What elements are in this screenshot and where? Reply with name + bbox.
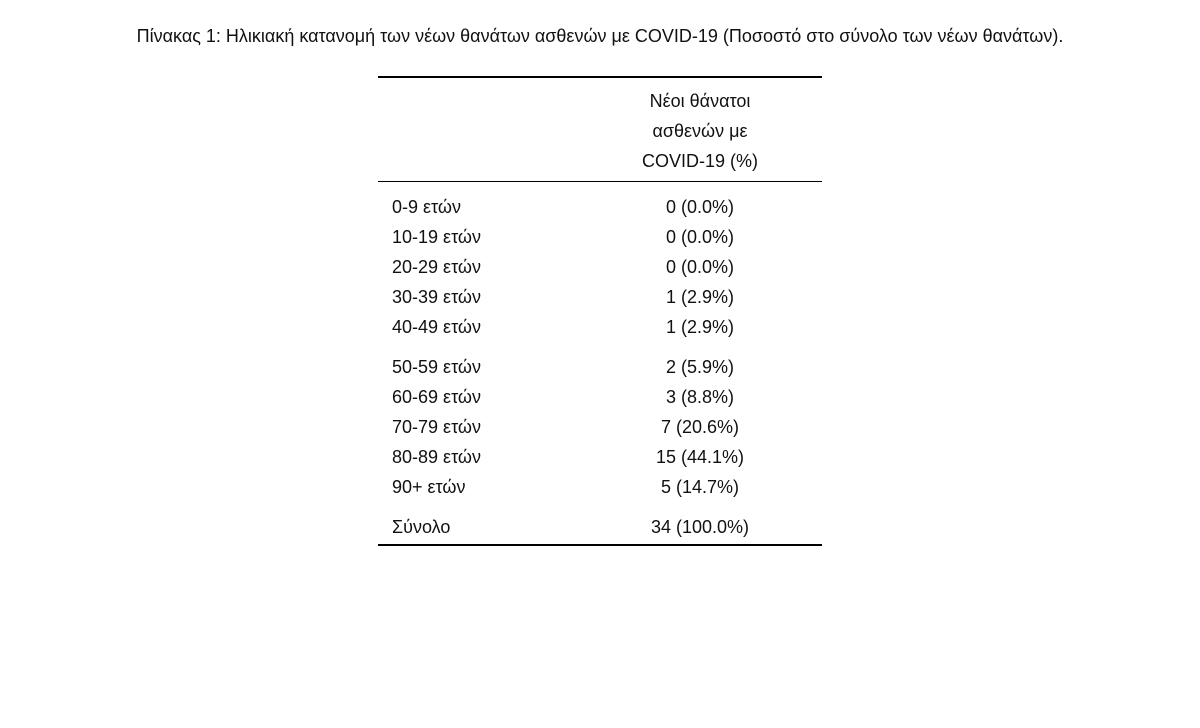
age-group-cell: 50-59 ετών <box>392 356 481 377</box>
table-row <box>378 312 822 342</box>
total-label-cell: Σύνολο <box>392 516 451 537</box>
data-table <box>378 76 822 546</box>
age-group-cell: 0-9 ετών <box>392 196 461 217</box>
deaths-cell: 0 (0.0%) <box>665 196 735 217</box>
table-row <box>378 382 822 412</box>
table-row <box>378 222 822 252</box>
total-row <box>378 512 822 542</box>
table-row <box>378 192 822 222</box>
deaths-cell: 5 (14.7%) <box>660 476 740 497</box>
header-line-3: COVID-19 (%) <box>641 150 758 171</box>
age-group-cell: 90+ ετών <box>392 476 466 497</box>
age-group-cell: 80-89 ετών <box>392 446 481 467</box>
table-body <box>378 182 822 544</box>
age-group-cell: 20-29 ετών <box>392 256 481 277</box>
deaths-cell: 15 (44.1%) <box>655 446 745 467</box>
age-group-cell: 60-69 ετών <box>392 386 481 407</box>
deaths-cell: 0 (0.0%) <box>665 226 735 247</box>
age-group-cell: 30-39 ετών <box>392 286 481 307</box>
table-row <box>378 252 822 282</box>
header-line-2: ασθενών με <box>652 120 748 141</box>
table-row <box>378 412 822 442</box>
deaths-cell: 2 (5.9%) <box>665 356 735 377</box>
deaths-cell: 1 (2.9%) <box>665 286 735 307</box>
header-line-1: Νέοι θάνατοι <box>649 90 751 111</box>
deaths-cell: 0 (0.0%) <box>665 256 735 277</box>
age-group-cell: 10-19 ετών <box>392 226 481 247</box>
table-row <box>378 472 822 502</box>
age-group-cell: 40-49 ετών <box>392 316 481 337</box>
header-deaths-column <box>578 84 822 176</box>
table-caption: Πίνακας 1: Ηλικιακή κατανομή των νέων θανάτων ασθενών με COVID-19 (Ποσοστό στο σύνολο των νέων θανάτων). <box>136 26 1064 46</box>
deaths-cell: 3 (8.8%) <box>665 386 735 407</box>
table-row <box>378 282 822 312</box>
deaths-cell: 1 (2.9%) <box>665 316 735 337</box>
table-row <box>378 442 822 472</box>
age-group-cell: 70-79 ετών <box>392 416 481 437</box>
deaths-cell: 7 (20.6%) <box>660 416 740 437</box>
table-row <box>378 352 822 382</box>
bottom-rule <box>378 544 822 546</box>
table-header <box>378 78 822 181</box>
total-value-cell: 34 (100.0%) <box>650 516 750 537</box>
